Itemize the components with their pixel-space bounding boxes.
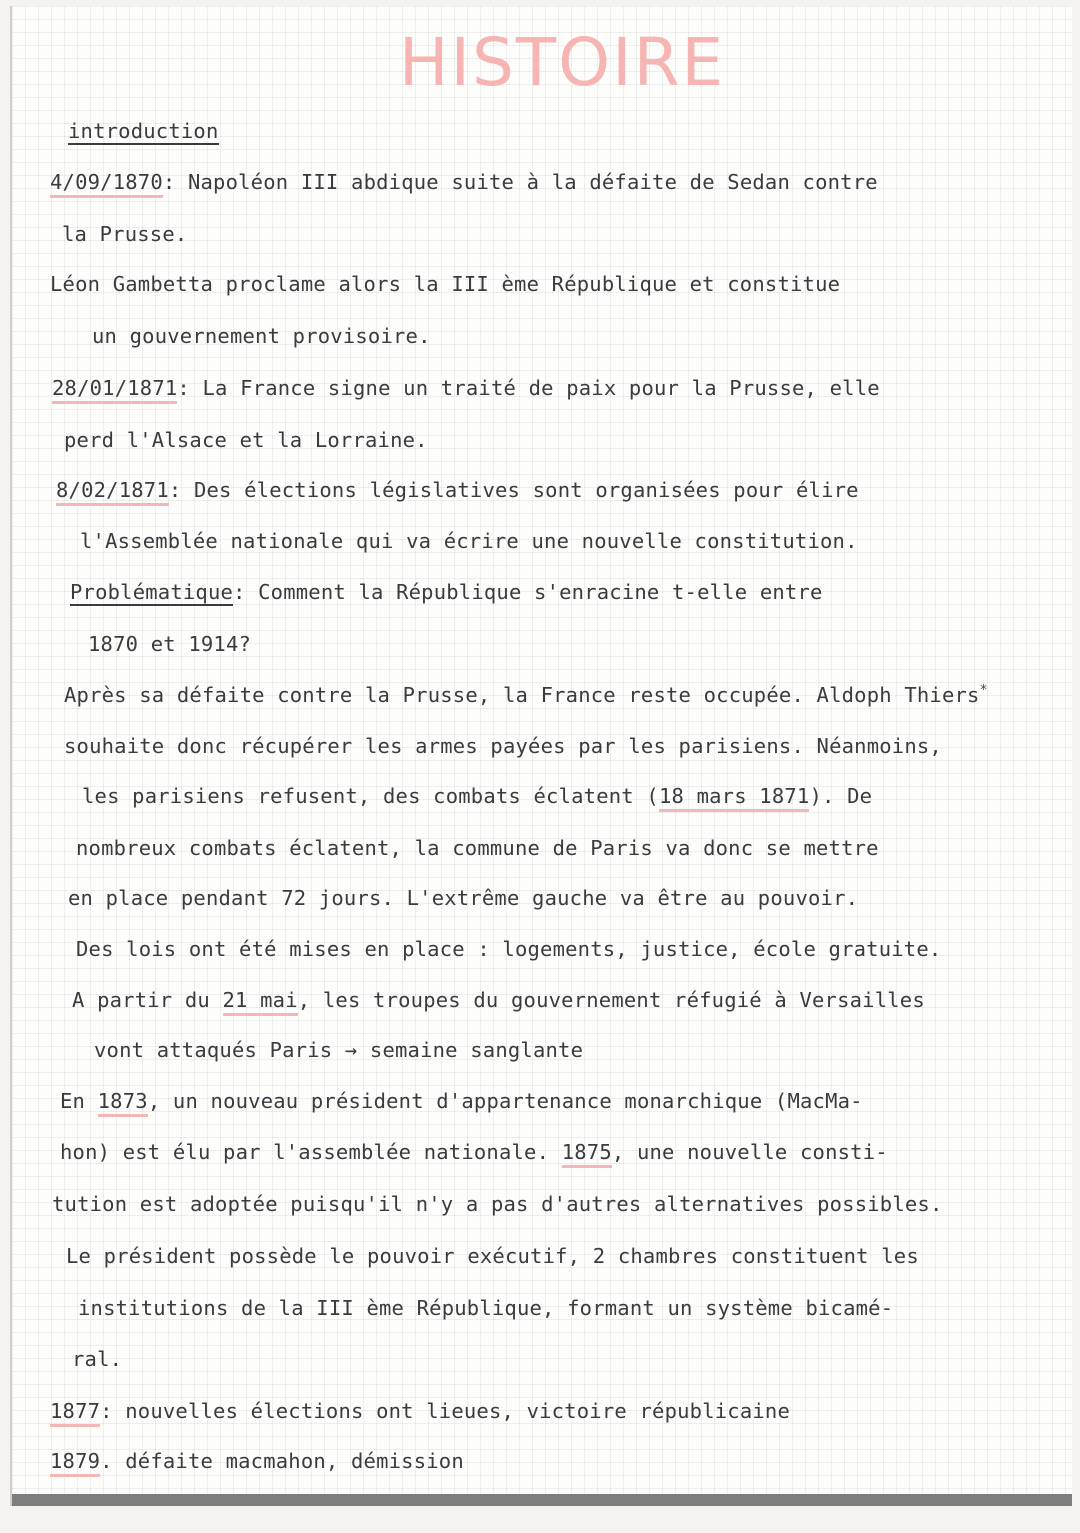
text-line-26 (50, 1449, 464, 1473)
date-1879: 1879 (50, 1449, 100, 1477)
text-line-11 (64, 683, 988, 707)
text-line-5 (52, 376, 880, 400)
text-line-14: nombreux combats éclatent, la commune de Paris va donc se mettre (76, 836, 879, 860)
text-line-3: Léon Gambetta proclame alors la III ème République et constitue (50, 272, 841, 296)
line-13-text-b: ). De (809, 784, 873, 808)
text-line-22: Le président possède le pouvoir exécutif, 2 chambres constituent les (66, 1244, 919, 1268)
line-17-text-b: , les troupes du gouvernement réfugié à Versailles (297, 988, 925, 1012)
line-1-text: : Napoléon III abdique suite à la défaite de Sedan contre (162, 170, 878, 194)
date-1871-02: 8/02/1871 (56, 478, 169, 506)
text-line-12: souhaite donc récupérer les armes payées par les parisiens. Néanmoins, (64, 734, 942, 758)
line-20-text-a: hon) est élu par l'assemblée nationale. (60, 1140, 550, 1164)
text-line-4: un gouvernement provisoire. (92, 324, 431, 348)
text-line-23: institutions de la III ème République, formant un système bicamé- (78, 1296, 894, 1320)
date-18-mars-1871: 18 mars 1871 (659, 784, 810, 812)
text-line-13 (82, 784, 872, 808)
date-1875: 1875 (562, 1140, 612, 1168)
text-line-1 (50, 170, 878, 194)
text-line-6: perd l'Alsace et la Lorraine. (64, 428, 428, 452)
line-20-text-b: , une nouvelle consti- (611, 1140, 888, 1164)
text-line-18: vont attaqués Paris → semaine sanglante (94, 1038, 584, 1062)
text-line-10: 1870 et 1914? (88, 632, 252, 656)
line-26-text: . défaite macmahon, démission (100, 1449, 464, 1473)
line-19-text-b: , un nouveau président d'appartenance monarchique (MacMa- (147, 1089, 863, 1113)
text-line-19 (60, 1089, 863, 1113)
page-bottom-edge (12, 1494, 1072, 1506)
date-21-mai: 21 mai (223, 988, 298, 1016)
text-line-25 (50, 1399, 790, 1423)
intro-heading: introduction (68, 119, 219, 143)
line-5-text: : La France signe un traité de paix pour la Prusse, elle (177, 376, 880, 400)
date-1871-01: 28/01/1871 (52, 376, 177, 404)
date-1870-09: 4/09/1870 (50, 170, 163, 198)
text-line-9 (70, 580, 823, 604)
date-1873: 1873 (98, 1089, 148, 1117)
line-17-text-a: A partir du (72, 988, 210, 1012)
line-9-text: : Comment la République s'enracine t-elle entre (233, 580, 823, 604)
text-line-21: tution est adoptée puisqu'il n'y a pas d'autres alternatives possibles. (52, 1192, 943, 1216)
text-line-7 (56, 478, 859, 502)
line-11-text: Après sa défaite contre la Prusse, la France reste occupée. Aldoph Thiers (64, 683, 980, 707)
line-7-text: : Des élections législatives sont organisées pour élire (168, 478, 859, 502)
problematique-label: Problématique (70, 580, 234, 604)
text-line-24: ral. (72, 1347, 123, 1371)
notebook-page (10, 6, 1072, 1506)
text-line-17 (72, 988, 925, 1012)
text-line-16: Des lois ont été mises en place : logements, justice, école gratuite. (76, 937, 942, 961)
date-1877: 1877 (50, 1399, 100, 1427)
page-title: HISTOIRE (398, 24, 726, 101)
asterisk-mark: * (979, 683, 988, 698)
text-line-15: en place pendant 72 jours. L'extrême gauche va être au pouvoir. (68, 886, 859, 910)
line-19-text-a: En (60, 1089, 86, 1113)
text-line-8: l'Assemblée nationale qui va écrire une nouvelle constitution. (80, 529, 858, 553)
line-13-text-a: les parisiens refusent, des combats éclatent ( (82, 784, 659, 808)
text-line-2: la Prusse. (62, 222, 188, 246)
text-line-20 (60, 1140, 888, 1164)
line-25-text: : nouvelles élections ont lieues, victoire républicaine (100, 1399, 790, 1423)
